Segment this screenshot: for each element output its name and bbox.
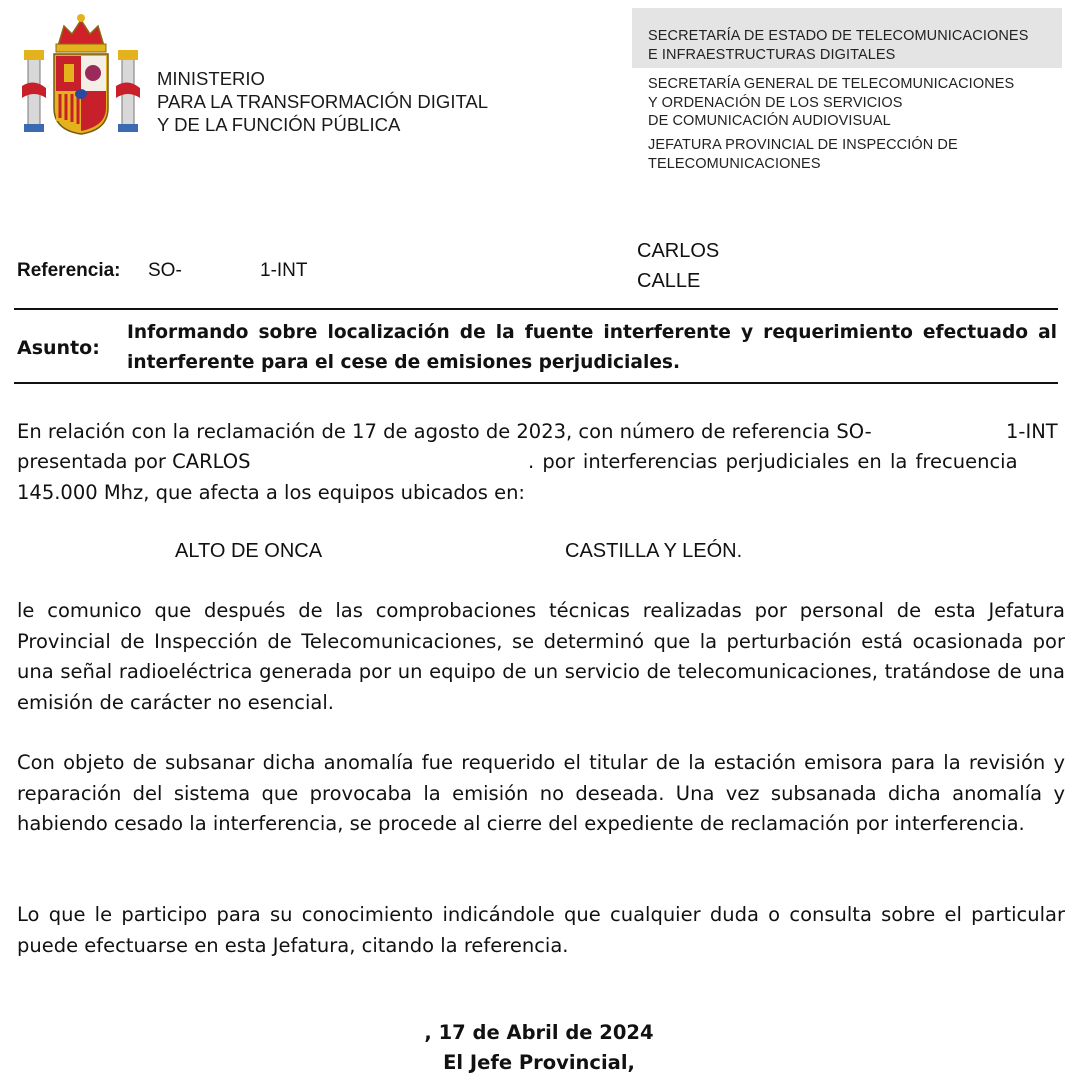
intro-line-1: En relación con la reclamación de 17 de agosto de 2023, con número de referencia SO-	[17, 420, 872, 443]
divider	[14, 308, 1058, 310]
subject-label: Asunto:	[17, 337, 100, 359]
secretaria-general	[648, 75, 1014, 131]
closing-date: , 17 de Abril de 2024	[424, 1021, 654, 1044]
intro-line-3: 145.000 Mhz, que afecta a los equipos ubicados en:	[17, 481, 525, 504]
jefatura-line: TELECOMUNICACIONES	[648, 155, 821, 172]
ministry-name	[157, 67, 488, 136]
intro-line-2-end: . por interferencias perjudiciales en la frecuencia	[528, 450, 1018, 473]
recipient-name: CARLOS	[637, 240, 720, 262]
ministry-line: MINISTERIO	[157, 68, 265, 89]
coat-of-arms-logo	[20, 8, 142, 138]
jefatura	[648, 136, 958, 173]
secretaria-general-line: DE COMUNICACIÓN AUDIOVISUAL	[648, 113, 891, 129]
secretaria-estado-line: E INFRAESTRUCTURAS DIGITALES	[648, 46, 896, 63]
secretaria-estado-line: SECRETARÍA DE ESTADO DE TELECOMUNICACIONES	[648, 28, 1029, 44]
signer-title: El Jefe Provincial,	[443, 1051, 635, 1074]
reference-label: Referencia:	[17, 260, 121, 281]
location-name: ALTO DE ONCA	[175, 540, 323, 562]
location-region: CASTILLA Y LEÓN.	[565, 540, 743, 562]
secretaria-general-line: SECRETARÍA GENERAL DE TELECOMUNICACIONES	[648, 76, 1015, 92]
paragraph-findings: le comunico que después de las comprobaciones técnicas realizadas por personal de esta Jefatura Provincial de Inspección de Telecomunicaciones, se determinó que la perturbación está ocasionada por una señal radioeléctrica generada por un equipo de un servicio de telecomunicaciones, tratándose de una emisión de carácter no esencial.	[17, 599, 1065, 714]
intro-line-1-ref: 1-INT	[1006, 420, 1058, 443]
intro-line-2: presentada por CARLOS	[17, 450, 251, 473]
recipient-street: CALLE	[637, 270, 701, 292]
secretaria-estado	[648, 27, 1028, 64]
paragraph-resolution: Con objeto de subsanar dicha anomalía fue requerido el titular de la estación emisora para la revisión y reparación del sistema que provocaba la emisión no deseada. Una vez subsanada dicha anomalía y habiendo cesado la interferencia, se procede al cierre del expediente de reclamación por interferencia.	[17, 751, 1065, 835]
recipient-block	[637, 236, 719, 296]
reference-suffix: 1-INT	[260, 260, 308, 281]
reference-prefix: SO-	[148, 260, 182, 281]
divider	[14, 382, 1058, 384]
secretaria-general-line: Y ORDENACIÓN DE LOS SERVICIOS	[648, 94, 903, 111]
subject-text: Informando sobre localización de la fuente interferente y requerimiento efectuado al interferente para el cese de emisiones perjudiciales.	[127, 322, 1057, 373]
ministry-line: PARA LA TRANSFORMACIÓN DIGITAL	[157, 91, 489, 112]
jefatura-line: JEFATURA PROVINCIAL DE INSPECCIÓN DE	[648, 137, 958, 153]
ministry-line: Y DE LA FUNCIÓN PÚBLICA	[157, 114, 401, 135]
paragraph-closing: Lo que le participo para su conocimiento indicándole que cualquier duda o consulta sobre el particular puede efectuarse en esta Jefatura, citando la referencia.	[17, 903, 1065, 957]
